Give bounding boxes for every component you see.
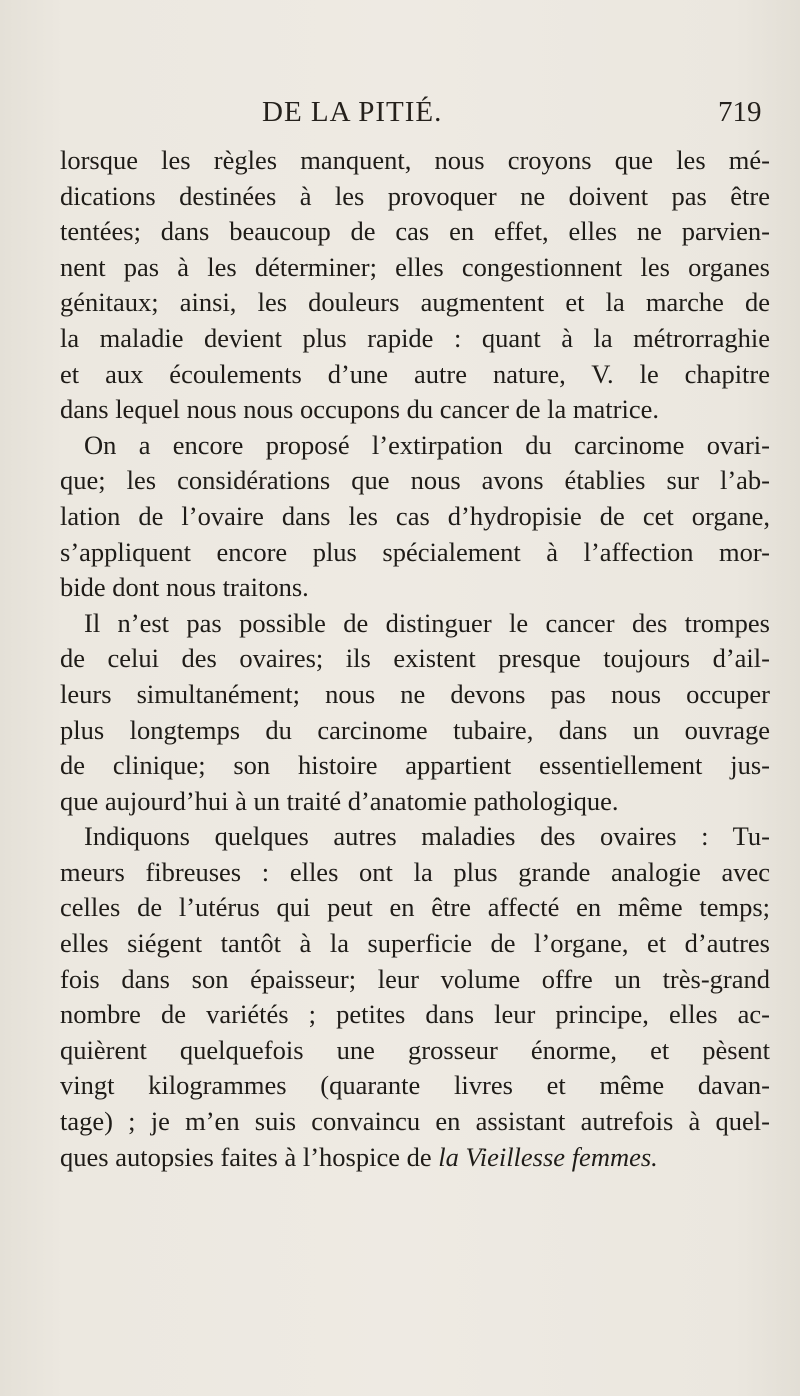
text-line: fois dans son épaisseur; leur volume offre un très-grand [60, 963, 770, 994]
text-line: tage) ; je m’en suis convaincu en assistant autrefois à quel- [60, 1106, 770, 1137]
text-line: quièrent quelquefois une grosseur énorme, et pèsent [60, 1034, 770, 1065]
text-line: génitaux; ainsi, les douleurs augmentent et la marche de [60, 287, 770, 318]
text-line: meurs fibreuses : elles ont la plus grande analogie avec [60, 856, 770, 887]
paragraph-start-line: On a encore proposé l’extirpation du carcinome ovari- [84, 429, 770, 460]
text-line: tentées; dans beaucoup de cas en effet, elles ne parvien- [60, 216, 770, 247]
text-line: dications destinées à les provoquer ne doivent pas être [60, 180, 770, 211]
text-line: leurs simultanément; nous ne devons pas nous occuper [60, 678, 770, 709]
text-line: la maladie devient plus rapide : quant à la métrorraghie [60, 322, 770, 353]
text-line: de celui des ovaires; ils existent presque toujours d’ail- [60, 643, 770, 674]
page-number: 719 [718, 96, 762, 128]
paragraph-start-line: Indiquons quelques autres maladies des ovaires : Tu- [84, 821, 770, 852]
text-line: vingt kilogrammes (quarante livres et même davan- [60, 1070, 770, 1101]
text-line: elles siégent tantôt à la superficie de l’organe, et d’autres [60, 928, 770, 959]
text-line [60, 1140, 770, 1176]
italic-hospice-name: la Vieillesse femmes. [438, 1141, 658, 1172]
text-line: lation de l’ovaire dans les cas d’hydropisie de cet organe, [60, 500, 770, 531]
body-text [60, 143, 770, 1175]
text-line: dans lequel nous nous occupons du cancer de la matrice. [60, 394, 659, 425]
text-line: que; les considérations que nous avons établies sur l’ab- [60, 465, 770, 496]
text-line: s’appliquent encore plus spécialement à l’affection mor- [60, 536, 770, 567]
text-line: lorsque les règles manquent, nous croyons que les mé- [60, 145, 770, 175]
running-head [0, 96, 800, 136]
text-line: plus longtemps du carcinome tubaire, dans un ouvrage [60, 714, 770, 745]
text-line: de clinique; son histoire appartient essentiellement jus- [60, 750, 770, 781]
running-head-title: DE LA PITIÉ. [262, 96, 443, 128]
paragraph-start-line: Il n’est pas possible de distinguer le cancer des trompes [84, 607, 770, 638]
final-line-text: ques autopsies faites à l’hospice de [60, 1141, 432, 1172]
text-line: nombre de variétés ; petites dans leur principe, elles ac- [60, 999, 770, 1030]
text-line: bide dont nous traitons. [60, 572, 309, 603]
text-line: nent pas à les déterminer; elles congestionnent les organes [60, 251, 770, 282]
text-line: que aujourd’hui à un traité d’anatomie pathologique. [60, 785, 619, 816]
text-line: et aux écoulements d’une autre nature, V. le chapitre [60, 358, 770, 389]
text-line: celles de l’utérus qui peut en être affecté en même temps; [60, 892, 770, 923]
